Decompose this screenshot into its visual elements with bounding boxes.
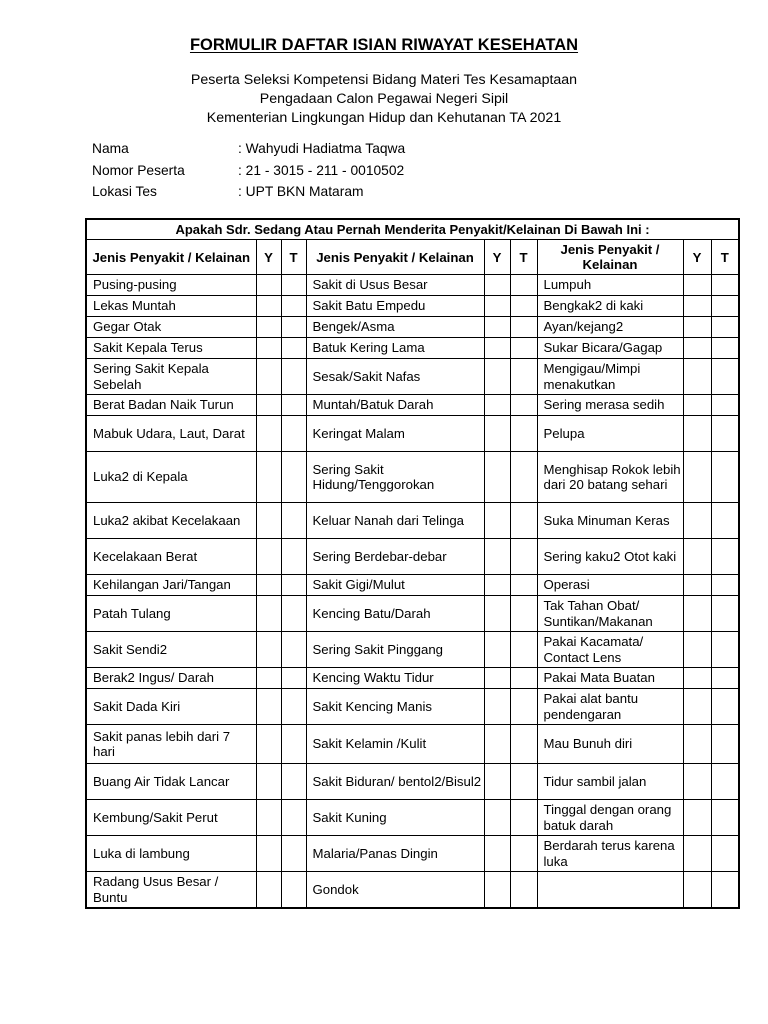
yes-checkbox-cell[interactable] — [683, 416, 711, 452]
no-checkbox-cell[interactable] — [510, 317, 537, 338]
no-checkbox-cell[interactable] — [510, 668, 537, 689]
condition-cell: Mengigau/Mimpi menakutkan — [537, 359, 683, 395]
table-row — [86, 359, 739, 395]
yes-checkbox-cell[interactable] — [256, 632, 281, 668]
condition-cell: Suka Minuman Keras — [537, 503, 683, 539]
condition-cell: Buang Air Tidak Lancar — [86, 764, 256, 800]
yes-checkbox-cell[interactable] — [256, 338, 281, 359]
yes-checkbox-cell[interactable] — [683, 275, 711, 296]
yes-checkbox-cell[interactable] — [256, 689, 281, 725]
condition-cell: Pelupa — [537, 416, 683, 452]
condition-cell: Sering Sakit Kepala Sebelah — [86, 359, 256, 395]
no-checkbox-cell[interactable] — [510, 689, 537, 725]
no-checkbox-cell[interactable] — [281, 416, 306, 452]
yes-checkbox-cell[interactable] — [256, 296, 281, 317]
condition-cell: Sering Sakit Hidung/Tenggorokan — [306, 452, 484, 503]
yes-checkbox-cell[interactable] — [484, 452, 510, 503]
yes-checkbox-cell[interactable] — [683, 668, 711, 689]
no-checkbox-cell[interactable] — [711, 836, 739, 872]
condition-cell: Berak2 Ingus/ Darah — [86, 668, 256, 689]
condition-cell: Sakit Kuning — [306, 800, 484, 836]
no-checkbox-cell[interactable] — [711, 359, 739, 395]
table-row — [86, 395, 739, 416]
table-row — [86, 539, 739, 575]
condition-cell: Gegar Otak — [86, 317, 256, 338]
form-title: FORMULIR DAFTAR ISIAN RIWAYAT KESEHATAN — [189, 36, 579, 54]
table-row — [86, 317, 739, 338]
condition-cell: Sakit Kelamin /Kulit — [306, 725, 484, 764]
condition-cell: Sering Sakit Pinggang — [306, 632, 484, 668]
no-checkbox-cell[interactable] — [281, 317, 306, 338]
condition-cell: Tak Tahan Obat/ Suntikan/Makanan — [537, 596, 683, 632]
yes-checkbox-cell[interactable] — [683, 575, 711, 596]
no-checkbox-cell[interactable] — [510, 836, 537, 872]
yes-checkbox-cell[interactable] — [484, 800, 510, 836]
identity-label: Nama — [92, 141, 129, 156]
yes-checkbox-cell[interactable] — [683, 452, 711, 503]
no-checkbox-cell[interactable] — [711, 452, 739, 503]
no-checkbox-cell[interactable] — [510, 539, 537, 575]
no-checkbox-cell[interactable] — [711, 317, 739, 338]
yes-checkbox-cell[interactable] — [256, 596, 281, 632]
yes-checkbox-cell[interactable] — [484, 539, 510, 575]
no-checkbox-cell[interactable] — [510, 416, 537, 452]
no-checkbox-cell[interactable] — [281, 596, 306, 632]
condition-cell: Pakai alat bantu pendengaran — [537, 689, 683, 725]
condition-cell: Sakit panas lebih dari 7 hari — [86, 725, 256, 764]
no-checkbox-cell[interactable] — [281, 539, 306, 575]
table-row — [86, 338, 739, 359]
table-row — [86, 575, 739, 596]
condition-cell: Luka di lambung — [86, 836, 256, 872]
condition-cell: Sakit Biduran/ bentol2/Bisul2 — [306, 764, 484, 800]
yes-checkbox-cell[interactable] — [683, 296, 711, 317]
yes-checkbox-cell[interactable] — [484, 275, 510, 296]
condition-cell: Berat Badan Naik Turun — [86, 395, 256, 416]
yes-checkbox-cell[interactable] — [683, 338, 711, 359]
yes-column-header: Y — [683, 240, 711, 275]
no-checkbox-cell[interactable] — [711, 725, 739, 764]
no-checkbox-cell[interactable] — [711, 338, 739, 359]
yes-checkbox-cell[interactable] — [683, 317, 711, 338]
identity-value: : Wahyudi Hadiatma Taqwa — [238, 141, 406, 156]
no-checkbox-cell[interactable] — [711, 668, 739, 689]
no-checkbox-cell[interactable] — [711, 575, 739, 596]
condition-cell: Kehilangan Jari/Tangan — [86, 575, 256, 596]
health-history-table — [85, 218, 740, 909]
table-question: Apakah Sdr. Sedang Atau Pernah Menderita Penyakit/Kelainan Di Bawah Ini : — [86, 219, 739, 240]
condition-cell: Kencing Waktu Tidur — [306, 668, 484, 689]
no-checkbox-cell[interactable] — [281, 359, 306, 395]
condition-cell: Gondok — [306, 872, 484, 909]
no-checkbox-cell[interactable] — [711, 596, 739, 632]
yes-checkbox-cell[interactable] — [484, 596, 510, 632]
condition-cell: Operasi — [537, 575, 683, 596]
no-checkbox-cell[interactable] — [510, 452, 537, 503]
condition-cell: Luka2 akibat Kecelakaan — [86, 503, 256, 539]
no-checkbox-cell[interactable] — [281, 668, 306, 689]
yes-checkbox-cell[interactable] — [484, 836, 510, 872]
no-checkbox-cell[interactable] — [711, 539, 739, 575]
condition-cell: Sesak/Sakit Nafas — [306, 359, 484, 395]
no-checkbox-cell[interactable] — [510, 632, 537, 668]
subtitle-line: Kementerian Lingkungan Hidup dan Kehutanan TA 2021 — [206, 110, 562, 126]
subtitle-line: Pengadaan Calon Pegawai Negeri Sipil — [259, 91, 509, 107]
yes-checkbox-cell[interactable] — [484, 338, 510, 359]
yes-checkbox-cell[interactable] — [484, 764, 510, 800]
condition-cell — [537, 872, 683, 909]
yes-checkbox-cell[interactable] — [484, 503, 510, 539]
no-checkbox-cell[interactable] — [510, 575, 537, 596]
no-checkbox-cell[interactable] — [281, 725, 306, 764]
table-row — [86, 872, 739, 909]
condition-cell: Sering Berdebar-debar — [306, 539, 484, 575]
condition-cell: Bengkak2 di kaki — [537, 296, 683, 317]
yes-column-header: Y — [484, 240, 510, 275]
yes-checkbox-cell[interactable] — [484, 575, 510, 596]
yes-checkbox-cell[interactable] — [683, 596, 711, 632]
yes-checkbox-cell[interactable] — [484, 395, 510, 416]
no-checkbox-cell[interactable] — [281, 452, 306, 503]
no-checkbox-cell[interactable] — [711, 800, 739, 836]
identity-label: Nomor Peserta — [92, 162, 185, 178]
table-row — [86, 632, 739, 668]
no-checkbox-cell[interactable] — [711, 503, 739, 539]
table-row — [86, 800, 739, 836]
condition-cell: Sakit Sendi2 — [86, 632, 256, 668]
condition-cell: Ayan/kejang2 — [537, 317, 683, 338]
yes-checkbox-cell[interactable] — [484, 359, 510, 395]
yes-checkbox-cell[interactable] — [683, 725, 711, 764]
yes-checkbox-cell[interactable] — [683, 764, 711, 800]
condition-cell: Patah Tulang — [86, 596, 256, 632]
no-checkbox-cell[interactable] — [281, 872, 306, 909]
no-checkbox-cell[interactable] — [281, 575, 306, 596]
yes-checkbox-cell[interactable] — [256, 575, 281, 596]
no-checkbox-cell[interactable] — [711, 296, 739, 317]
identity-value: : UPT BKN Mataram — [238, 184, 364, 199]
yes-checkbox-cell[interactable] — [683, 872, 711, 909]
yes-checkbox-cell[interactable] — [484, 689, 510, 725]
yes-checkbox-cell[interactable] — [256, 725, 281, 764]
yes-checkbox-cell[interactable] — [256, 359, 281, 395]
yes-checkbox-cell[interactable] — [683, 359, 711, 395]
condition-cell: Keluar Nanah dari Telinga — [306, 503, 484, 539]
yes-checkbox-cell[interactable] — [256, 800, 281, 836]
yes-checkbox-cell[interactable] — [683, 632, 711, 668]
yes-checkbox-cell[interactable] — [484, 416, 510, 452]
yes-checkbox-cell[interactable] — [484, 632, 510, 668]
subtitle-line: Peserta Seleksi Kompetensi Bidang Materi Tes Kesamaptaan — [190, 72, 578, 88]
condition-cell: Bengek/Asma — [306, 317, 484, 338]
no-column-header: T — [711, 240, 739, 275]
no-checkbox-cell[interactable] — [281, 395, 306, 416]
condition-cell: Sakit Dada Kiri — [86, 689, 256, 725]
no-checkbox-cell[interactable] — [711, 275, 739, 296]
table-row — [86, 275, 739, 296]
yes-checkbox-cell[interactable] — [256, 836, 281, 872]
condition-cell: Pakai Kacamata/ Contact Lens — [537, 632, 683, 668]
condition-cell: Luka2 di Kepala — [86, 452, 256, 503]
table-row — [86, 452, 739, 503]
condition-cell: Mabuk Udara, Laut, Darat — [86, 416, 256, 452]
condition-cell: Lumpuh — [537, 275, 683, 296]
identity-value: : 21 - 3015 - 211 - 0010502 — [238, 162, 405, 178]
table-row — [86, 725, 739, 764]
condition-cell: Sakit Batu Empedu — [306, 296, 484, 317]
condition-cell: Muntah/Batuk Darah — [306, 395, 484, 416]
condition-cell: Pusing-pusing — [86, 275, 256, 296]
identity-label: Lokasi Tes — [92, 184, 157, 199]
no-checkbox-cell[interactable] — [510, 596, 537, 632]
condition-cell: Keringat Malam — [306, 416, 484, 452]
condition-column-header: Jenis Penyakit / Kelainan — [86, 240, 256, 275]
no-checkbox-cell[interactable] — [281, 689, 306, 725]
condition-cell: Sering merasa sedih — [537, 395, 683, 416]
yes-checkbox-cell[interactable] — [683, 836, 711, 872]
condition-cell: Kembung/Sakit Perut — [86, 800, 256, 836]
no-checkbox-cell[interactable] — [281, 764, 306, 800]
no-checkbox-cell[interactable] — [281, 338, 306, 359]
table-row — [86, 836, 739, 872]
no-checkbox-cell[interactable] — [510, 296, 537, 317]
yes-checkbox-cell[interactable] — [256, 503, 281, 539]
no-checkbox-cell[interactable] — [281, 836, 306, 872]
no-checkbox-cell[interactable] — [510, 872, 537, 909]
table-row — [86, 596, 739, 632]
condition-cell: Kencing Batu/Darah — [306, 596, 484, 632]
yes-checkbox-cell[interactable] — [256, 452, 281, 503]
no-checkbox-cell[interactable] — [510, 338, 537, 359]
yes-checkbox-cell[interactable] — [256, 764, 281, 800]
no-checkbox-cell[interactable] — [711, 689, 739, 725]
condition-cell: Lekas Muntah — [86, 296, 256, 317]
no-checkbox-cell[interactable] — [711, 764, 739, 800]
yes-checkbox-cell[interactable] — [256, 872, 281, 909]
no-column-header: T — [281, 240, 306, 275]
condition-column-header: Jenis Penyakit / Kelainan — [537, 240, 683, 275]
table-row — [86, 764, 739, 800]
condition-cell: Radang Usus Besar / Buntu — [86, 872, 256, 909]
yes-checkbox-cell[interactable] — [484, 668, 510, 689]
no-checkbox-cell[interactable] — [510, 764, 537, 800]
condition-cell: Sakit di Usus Besar — [306, 275, 484, 296]
condition-cell: Tinggal dengan orang batuk darah — [537, 800, 683, 836]
yes-checkbox-cell[interactable] — [256, 275, 281, 296]
no-checkbox-cell[interactable] — [510, 395, 537, 416]
condition-column-header: Jenis Penyakit / Kelainan — [306, 240, 484, 275]
no-checkbox-cell[interactable] — [510, 725, 537, 764]
condition-cell: Sukar Bicara/Gagap — [537, 338, 683, 359]
condition-cell: Sakit Kencing Manis — [306, 689, 484, 725]
yes-checkbox-cell[interactable] — [256, 395, 281, 416]
yes-column-header: Y — [256, 240, 281, 275]
yes-checkbox-cell[interactable] — [484, 317, 510, 338]
no-checkbox-cell[interactable] — [281, 632, 306, 668]
yes-checkbox-cell[interactable] — [683, 689, 711, 725]
condition-cell: Sakit Gigi/Mulut — [306, 575, 484, 596]
condition-cell: Sering kaku2 Otot kaki — [537, 539, 683, 575]
form-subtitle — [0, 71, 768, 128]
condition-cell: Malaria/Panas Dingin — [306, 836, 484, 872]
yes-checkbox-cell[interactable] — [683, 503, 711, 539]
table-row — [86, 689, 739, 725]
condition-cell: Mau Bunuh diri — [537, 725, 683, 764]
condition-cell: Pakai Mata Buatan — [537, 668, 683, 689]
yes-checkbox-cell[interactable] — [256, 416, 281, 452]
condition-cell: Menghisap Rokok lebih dari 20 batang sehari — [537, 452, 683, 503]
condition-cell: Sakit Kepala Terus — [86, 338, 256, 359]
condition-cell: Berdarah terus karena luka — [537, 836, 683, 872]
condition-cell: Tidur sambil jalan — [537, 764, 683, 800]
yes-checkbox-cell[interactable] — [256, 668, 281, 689]
no-checkbox-cell[interactable] — [281, 275, 306, 296]
yes-checkbox-cell[interactable] — [256, 317, 281, 338]
yes-checkbox-cell[interactable] — [256, 539, 281, 575]
yes-checkbox-cell[interactable] — [484, 872, 510, 909]
no-column-header: T — [510, 240, 537, 275]
no-checkbox-cell[interactable] — [510, 359, 537, 395]
no-checkbox-cell[interactable] — [711, 632, 739, 668]
no-checkbox-cell[interactable] — [281, 800, 306, 836]
table-row — [86, 503, 739, 539]
no-checkbox-cell[interactable] — [510, 503, 537, 539]
no-checkbox-cell[interactable] — [510, 275, 537, 296]
no-checkbox-cell[interactable] — [711, 416, 739, 452]
yes-checkbox-cell[interactable] — [683, 539, 711, 575]
yes-checkbox-cell[interactable] — [484, 725, 510, 764]
yes-checkbox-cell[interactable] — [683, 395, 711, 416]
yes-checkbox-cell[interactable] — [484, 296, 510, 317]
table-row — [86, 296, 739, 317]
no-checkbox-cell[interactable] — [281, 503, 306, 539]
table-row — [86, 416, 739, 452]
condition-cell: Kecelakaan Berat — [86, 539, 256, 575]
table-row — [86, 668, 739, 689]
no-checkbox-cell[interactable] — [711, 395, 739, 416]
condition-cell: Batuk Kering Lama — [306, 338, 484, 359]
no-checkbox-cell[interactable] — [510, 800, 537, 836]
no-checkbox-cell[interactable] — [711, 872, 739, 909]
yes-checkbox-cell[interactable] — [683, 800, 711, 836]
no-checkbox-cell[interactable] — [281, 296, 306, 317]
